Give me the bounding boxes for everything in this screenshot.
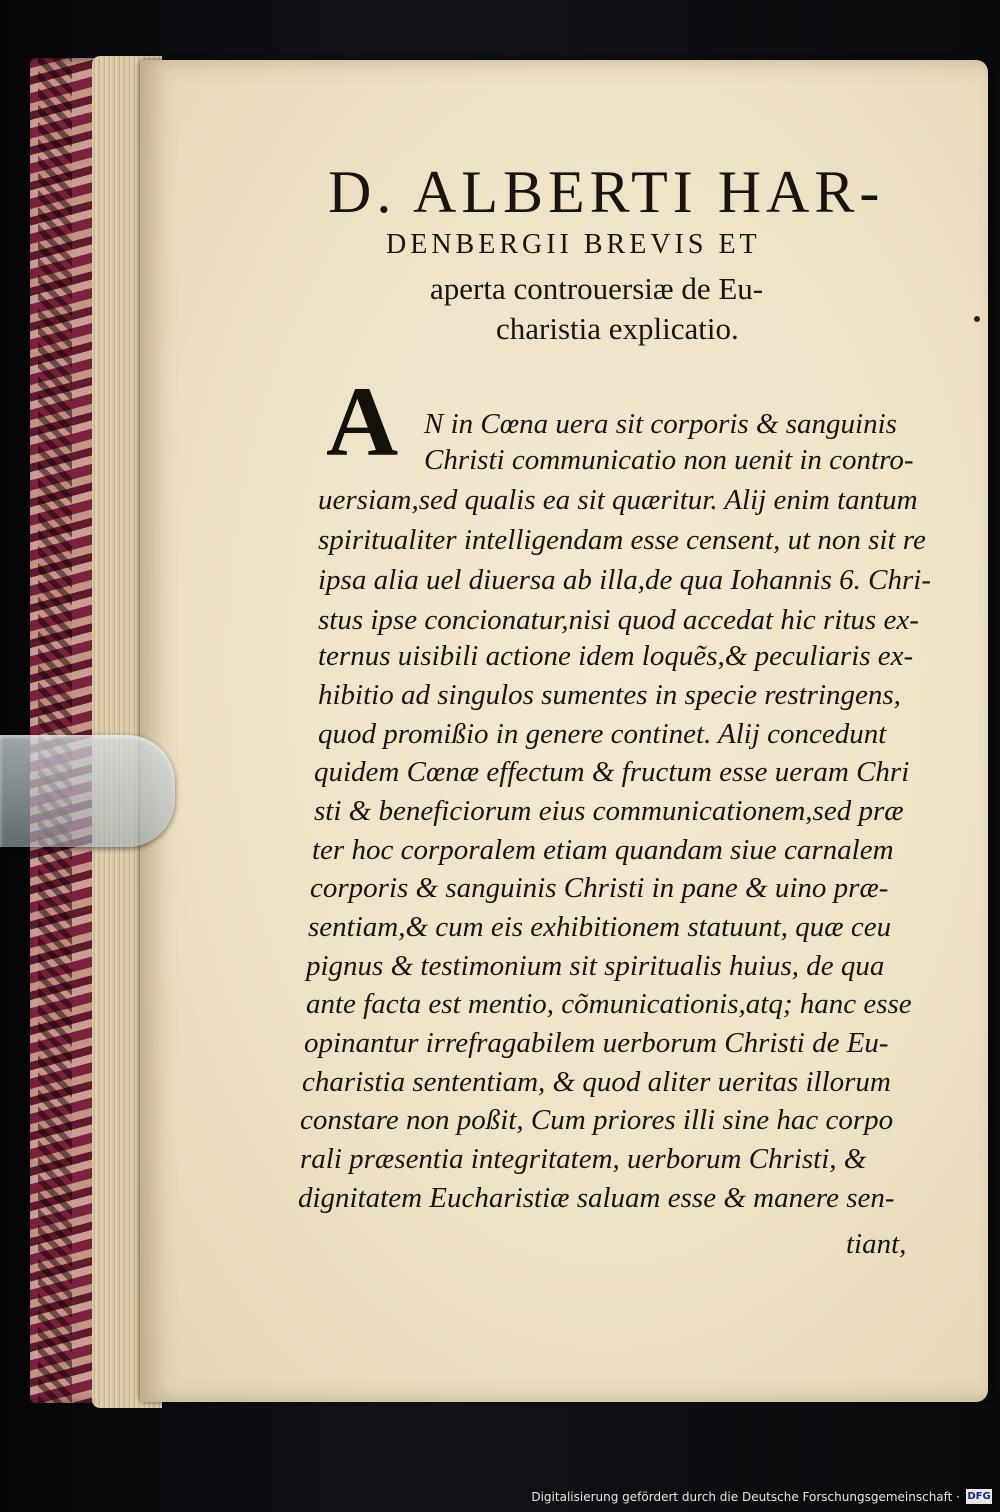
body-line: pignus & testimonium sit spiritualis huius, de qua	[306, 950, 885, 982]
title-line-4: charistia explicatio.	[496, 311, 739, 346]
body-line: corporis & sanguinis Christi in pane & uino præ-	[310, 872, 889, 904]
body-line: sentiam,& cum eis exhibitionem statuunt, quæ ceu	[308, 911, 892, 943]
body-line: sti & beneficiorum eius communicationem,sed præ	[314, 795, 904, 827]
body-line: N in Cœna uera sit corporis & sanguinis	[424, 408, 897, 440]
body-line: ipsa alia uel diuersa ab illa,de qua Iohannis 6. Chri-	[318, 564, 932, 596]
title-line-3: aperta controuersiæ de Eu-	[430, 271, 764, 306]
body-line: quidem Cœnæ effectum & fructum esse ueram Chri	[314, 756, 910, 788]
title-line-2: DENBERGII BREVIS ET	[386, 229, 761, 260]
body-line: quod promißio in genere continet. Alij concedunt	[318, 718, 887, 750]
body-line: ante facta est mentio, cõmunicationis,atq; hanc esse	[306, 988, 912, 1020]
digitization-credit: Digitalisierung gefördert durch die Deutsche Forschungsgemeinschaft ·	[531, 1490, 960, 1504]
body-line: stus ipse concionatur,nisi quod accedat hic ritus ex-	[318, 604, 919, 636]
body-line: Christi communicatio non uenit in contro-	[424, 444, 914, 476]
margin-dot	[974, 316, 980, 322]
body-line: ter hoc corporalem etiam quandam siue carnalem	[312, 834, 894, 866]
drop-cap: A	[326, 366, 399, 477]
body-line: dignitatem Eucharistiæ saluam esse & manere sen-	[298, 1182, 895, 1214]
body-line: hibitio ad singulos sumentes in specie restringens,	[318, 679, 901, 711]
body-line: spiritualiter intelligendam esse censent, ut non sit re	[318, 524, 926, 556]
body-line: constare non poßit, Cum priores illi sine hac corpo	[300, 1104, 894, 1136]
body-line: uersiam,sed qualis ea sit quæritur. Alij enim tantum	[318, 484, 918, 516]
body-line: ternus uisibili actione idem loquẽs,& peculiaris ex-	[318, 640, 914, 672]
body-line: opinantur irrefragabilem uerborum Christi de Eu-	[304, 1027, 889, 1059]
body-line: rali præsentia integritatem, uerborum Christi, &	[300, 1143, 867, 1175]
title-line-1: D. ALBERTI HAR-	[328, 159, 885, 225]
catchword: tiant,	[846, 1228, 907, 1260]
body-line: charistia sententiam, & quod aliter ueritas illorum	[302, 1066, 891, 1098]
dfg-logo: DFG	[967, 1491, 991, 1502]
